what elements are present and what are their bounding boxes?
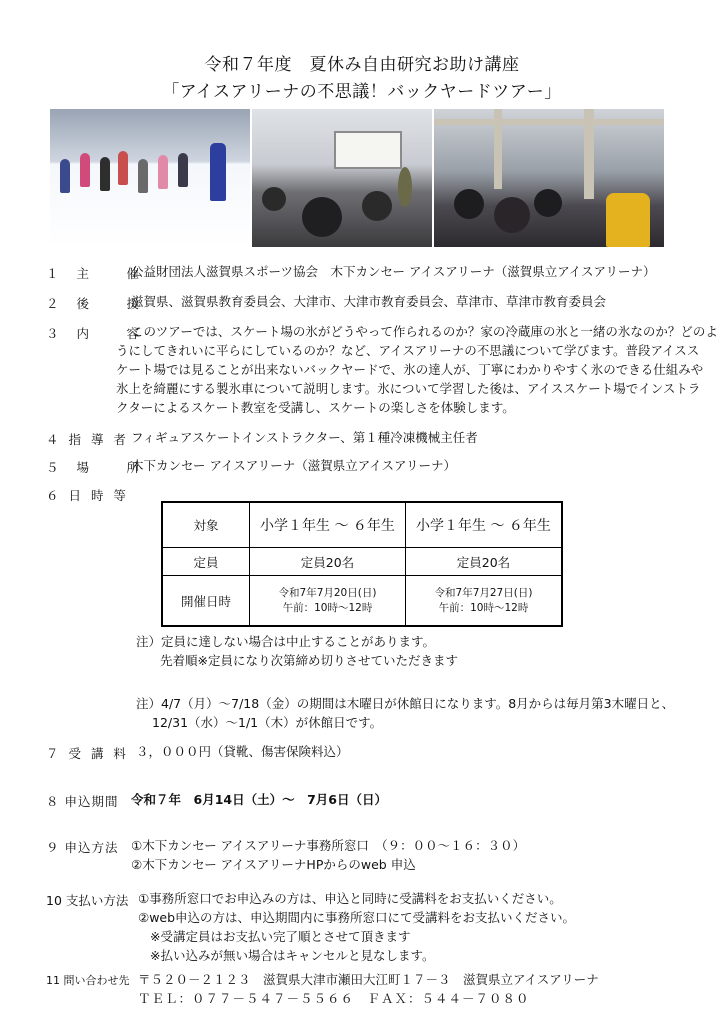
date-col1-time: 午前：10時～12時 <box>282 601 373 614</box>
method-line-1: ①木下カンセー アイスアリーナ事務所窓口 （９：００～１６：３０） <box>131 838 526 853</box>
contact-address: 〒５２０－２１２３ 滋賀県大津市瀬田大江町１７－３ 滋賀県立アイスアリーナ <box>138 972 599 987</box>
payment-line-2: ②web申込の方は、申込期間内に事務所窓口にて受講料をお支払いください。 <box>138 910 576 925</box>
note-1-line-1: 注）定員に達しない場合は中止することがあります。 <box>136 634 436 649</box>
payment-line-4: ※払い込みが無い場合はキャンセルと見なします。 <box>150 948 435 963</box>
support-label: ２ 後 援 <box>46 296 146 311</box>
target-col2: 小学１年生 ～ ６年生 <box>405 502 562 548</box>
note-1-line-2: 先着順※定員になり次第締め切りさせていただきます <box>160 653 458 668</box>
table-row <box>162 502 562 548</box>
content-label: ３ 内 容 <box>46 326 146 341</box>
content-line-5: クターによるスケート教室を受講し、スケートの楽しさを体験します。 <box>116 400 515 415</box>
target-col1: 小学１年生 ～ ６年生 <box>250 502 406 548</box>
content-line-4: 氷上を綺麗にする製氷車について説明します。氷について学習した後は、アイススケート場でインストラ <box>116 381 701 396</box>
classroom-photo <box>252 109 432 247</box>
date-col1-date: 令和7年7月20日(日) <box>278 586 377 599</box>
date-col1 <box>250 576 406 627</box>
target-header: 対象 <box>162 502 250 548</box>
title-line-1: 令和７年度 夏休み自由研究お助け講座 <box>204 55 520 75</box>
content-line-1: このツアーでは、スケート場の氷がどうやって作られるのか？家の冷蔵庫の氷と一緒の氷なのか？どのよ <box>131 324 718 339</box>
organizer-text: 公益財団法人滋賀県スポーツ協会 木下カンセー アイスアリーナ（滋賀県立アイスアリーナ） <box>131 264 656 279</box>
fee-label: ７ 受 講 料 <box>46 746 129 761</box>
skating-rink-photo <box>50 109 250 247</box>
method-label: ９ 申込方法 <box>46 840 119 855</box>
schedule-table <box>161 501 563 627</box>
fee-text: ３，０００円（貸靴、傷害保険料込） <box>136 744 349 759</box>
date-header: 開催日時 <box>162 576 250 627</box>
period-label: ８ 申込期間 <box>46 794 119 809</box>
table-row <box>162 576 562 627</box>
instructor-text: フィギュアスケートインストラクター、第１種冷凍機械主任者 <box>131 430 478 445</box>
date-col2-time: 午前：10時～12時 <box>438 601 529 614</box>
title-line-2: 「アイスアリーナの不思議！バックヤードツアー」 <box>162 82 562 102</box>
content-line-3: ケート場では見ることが出来ないバックヤードで、氷の達人が、丁寧にわかりやすく氷のできる仕組みや <box>116 362 704 377</box>
payment-label: 10 支払い方法 <box>46 893 129 908</box>
contact-label: 11 問い合わせ先 <box>46 974 130 987</box>
date-col2-date: 令和7年7月27日(日) <box>434 586 533 599</box>
venue-text: 木下カンセー アイスアリーナ（滋賀県立アイスアリーナ） <box>131 458 456 473</box>
date-col2 <box>405 576 562 627</box>
capacity-col1: 定員20名 <box>250 548 406 576</box>
contact-phone: ＴＥＬ：０７７－５４７－５５６６ ＦＡＸ：５４４－７０８０ <box>138 991 530 1006</box>
support-text: 滋賀県、滋賀県教育委員会、大津市、大津市教育委員会、草津市、草津市教育委員会 <box>131 294 607 309</box>
payment-line-1: ①事務所窓口でお申込みの方は、申込と同時に受講料をお支払いください。 <box>138 891 562 906</box>
period-text: 令和７年 6月14日（土）～ 7月6日（日） <box>131 792 387 807</box>
content-line-2: うにしてきれいに平らにしているのか？など、アイスアリーナの不思議について学びます。普段アイスス <box>116 343 700 358</box>
machine-room-photo <box>434 109 664 247</box>
capacity-header: 定員 <box>162 548 250 576</box>
capacity-col2: 定員20名 <box>405 548 562 576</box>
method-line-2: ②木下カンセー アイスアリーナHPからのweb 申込 <box>131 857 416 872</box>
datetime-label: ６ 日 時 等 <box>46 488 129 503</box>
instructor-label: ４ 指 導 者 <box>46 432 129 447</box>
table-row <box>162 548 562 576</box>
venue-label: ５ 場 所 <box>46 460 146 475</box>
organizer-label: １ 主 催 <box>46 266 146 281</box>
photo-strip <box>50 109 664 247</box>
note-2-line-1: 注）4/7（月）～7/18（金）の期間は木曜日が休館日になります。8月からは毎月第3木曜日と、 <box>136 696 675 711</box>
payment-line-3: ※受講定員はお支払い完了順とさせて頂きます <box>150 929 411 944</box>
note-2-line-2: 12/31（水）～1/1（木）が休館日です。 <box>152 715 383 730</box>
